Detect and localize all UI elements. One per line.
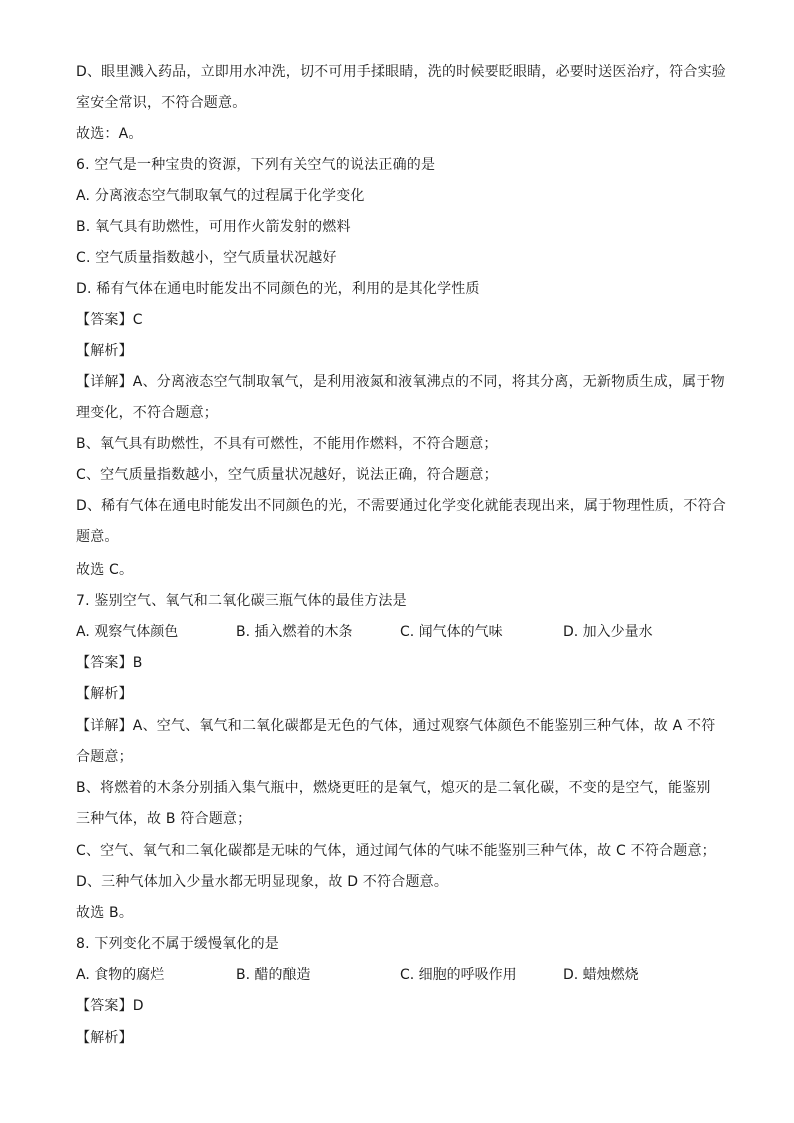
text-line: D、三种气体加入少量水都无明显现象，故 D 不符合题意。	[76, 874, 449, 890]
text-line: 故选 C。	[76, 562, 134, 578]
text-line: 故选：A。	[76, 126, 143, 142]
answer-label: 【答案】B	[76, 655, 143, 671]
option-a: A. 分离液态空气制取氧气的过程属于化学变化	[76, 188, 365, 204]
text-line: D、稀有气体在通电时能发出不同颜色的光，不需要通过化学变化就能表现出来，属于物理性质，不符合	[76, 498, 726, 514]
q8-option-a: A. 食物的腐烂	[76, 967, 165, 983]
question-8-stem: 8. 下列变化不属于缓慢氧化的是	[76, 936, 280, 952]
text-line: C、空气质量指数越小，空气质量状况越好，说法正确，符合题意；	[76, 467, 498, 483]
text-line: B、将燃着的木条分别插入集气瓶中，燃烧更旺的是氧气，熄灭的是二氧化碳，不变的是空气，能鉴别	[76, 780, 711, 796]
text-line: 题意。	[76, 529, 119, 545]
q7-option-a: A. 观察气体颜色	[76, 624, 179, 640]
text-line: 理变化，不符合题意；	[76, 405, 218, 421]
text-line: 室安全常识，不符合题意。	[76, 95, 247, 111]
option-d: D. 稀有气体在通电时能发出不同颜色的光，利用的是其化学性质	[76, 281, 480, 297]
answer-label: 【答案】D	[76, 998, 144, 1014]
option-c: C. 空气质量指数越小，空气质量状况越好	[76, 250, 337, 266]
analysis-label: 【解析】	[76, 686, 133, 702]
text-line: 故选 B。	[76, 905, 134, 921]
q8-option-c: C. 细胞的呼吸作用	[400, 967, 517, 983]
q8-option-b: B. 醋的酿造	[236, 967, 311, 983]
text-line: B、氧气具有助燃性，不具有可燃性，不能用作燃料，不符合题意；	[76, 436, 498, 452]
q7-option-b: B. 插入燃着的木条	[236, 624, 353, 640]
text-line: 【详解】A、空气、氧气和二氧化碳都是无色的气体，通过观察气体颜色不能鉴别三种气体，故 A 不符	[76, 718, 716, 734]
q7-option-c: C. 闻气体的气味	[400, 624, 503, 640]
analysis-label: 【解析】	[76, 343, 133, 359]
text-line: C、空气、氧气和二氧化碳都是无味的气体，通过闻气体的气味不能鉴别三种气体，故 C 不符合题意；	[76, 843, 716, 859]
question-7-stem: 7. 鉴别空气、氧气和二氧化碳三瓶气体的最佳方法是	[76, 593, 407, 609]
answer-label: 【答案】C	[76, 312, 143, 328]
question-6-stem: 6. 空气是一种宝贵的资源，下列有关空气的说法正确的是	[76, 157, 436, 173]
text-line: 合题意；	[76, 749, 133, 765]
text-line: 三种气体，故 B 符合题意；	[76, 811, 252, 827]
option-b: B. 氧气具有助燃性，可用作火箭发射的燃料	[76, 219, 351, 235]
text-line: 【详解】A、分离液态空气制取氧气，是利用液氮和液氧沸点的不同，将其分离，无新物质生成，属于物	[76, 374, 725, 390]
q7-option-d: D. 加入少量水	[563, 624, 653, 640]
analysis-label: 【解析】	[76, 1030, 133, 1046]
q8-option-d: D. 蜡烛燃烧	[563, 967, 639, 983]
text-line: D、眼里溅入药品，立即用水冲洗，切不可用手揉眼睛，洗的时候要眨眼睛，必要时送医治疗，符合实验	[76, 64, 726, 80]
